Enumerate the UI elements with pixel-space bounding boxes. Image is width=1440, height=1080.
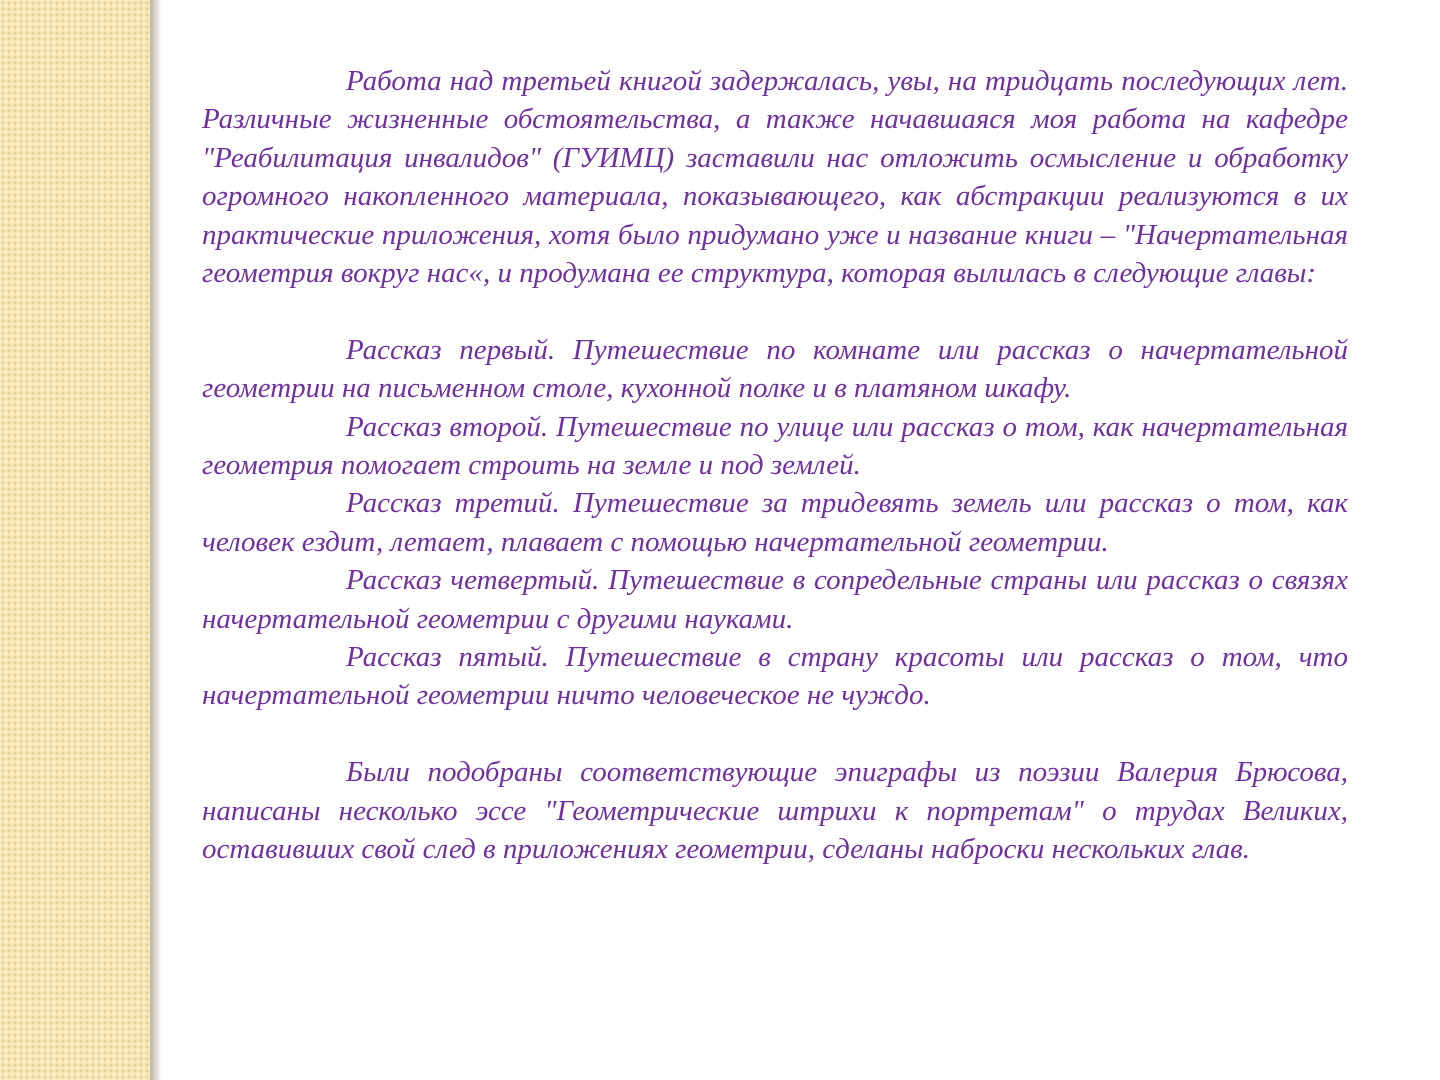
chapter-two-paragraph: Рассказ второй. Путешествие по улице или рассказ о том, как начертательная геометрия помогает строить на земле и под землей. <box>202 410 1348 482</box>
side-band-shadow <box>150 0 162 1080</box>
text-body <box>202 62 1348 869</box>
chapter-one-paragraph: Рассказ первый. Путешествие по комнате или рассказ о начертательной геометрии на письменном столе, кухонной полке и в платяном шкафу. <box>202 333 1348 405</box>
paragraph-gap <box>202 292 1348 330</box>
chapter-three-paragraph: Рассказ третий. Путешествие за тридевять земель или рассказ о том, как человек ездит, летает, плавает с помощью начертательной геометрии. <box>202 487 1348 558</box>
decorative-side-band <box>0 0 150 1080</box>
intro-paragraph: Работа над третьей книгой задержалась, увы, на тридцать последующих лет. Различные жизненные обстоятельства, а также начавшаяся моя работа на кафедре "Реабилитация инвалидов" (ГУИМЦ) заставили нас отложить осмысление и обработку огромного накопленного материала, показывающего, как абстракции реализуются в их практические приложения, хотя было придумано уже и название книги – "Начертательная геометрия вокруг нас«, и продумана ее структура, которая вылилась в следующие главы: <box>202 65 1348 290</box>
chapter-four-paragraph: Рассказ четвертый. Путешествие в сопредельные страны или рассказ о связях начертательной геометрии с другими науками. <box>202 564 1348 635</box>
paragraph-gap <box>202 715 1348 753</box>
closing-paragraph: Были подобраны соответствующие эпиграфы из поэзии Валерия Брюсова, написаны несколько эссе "Геометрические штрихи к портретам" о трудах Великих, оставивших свой след в приложениях геометрии, сделаны наброски нескольких глав. <box>202 756 1348 866</box>
chapter-five-paragraph: Рассказ пятый. Путешествие в страну красоты или рассказ о том, что начертательной геометрии ничто человеческое не чуждо. <box>202 641 1348 712</box>
